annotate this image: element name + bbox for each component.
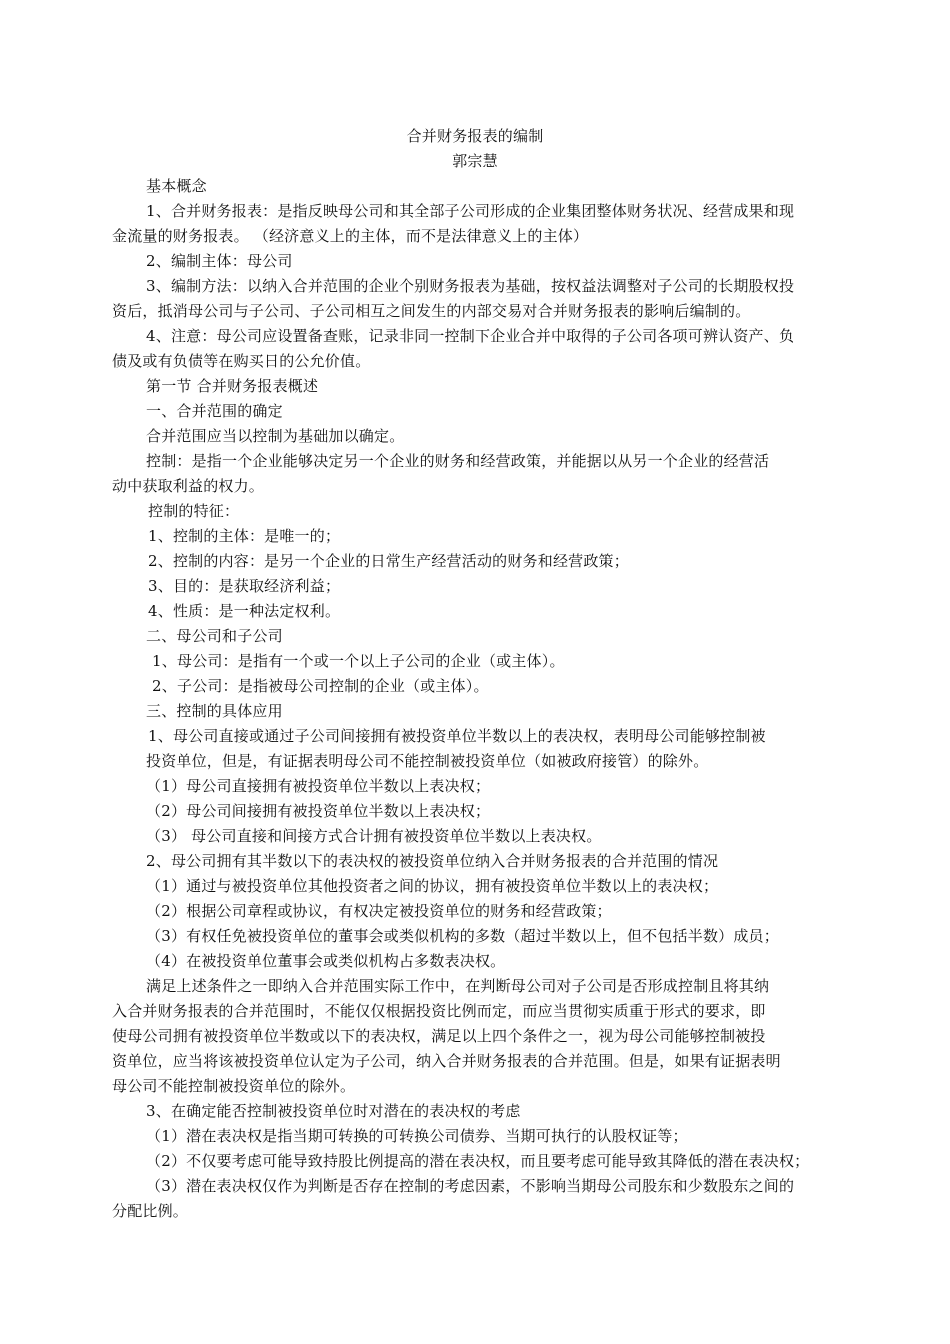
list-item: （2）根据公司章程或协议，有权决定被投资单位的财务和经营政策； bbox=[146, 902, 612, 920]
list-item: （3）有权任免被投资单位的董事会或类似机构的多数（超过半数以上，但不包括半数）成员； bbox=[146, 927, 779, 945]
list-item: （2）不仅要考虑可能导致持股比例提高的潜在表决权，而且要考虑可能导致其降低的潜在表决权； bbox=[146, 1152, 810, 1170]
paragraph-line: 3、编制方法：以纳入合并范围的企业个别财务报表为基础，按权益法调整对子公司的长期股权投 bbox=[146, 277, 795, 295]
list-item: （1）母公司直接拥有被投资单位半数以上表决权； bbox=[146, 777, 491, 795]
section-heading: 二、母公司和子公司 bbox=[146, 627, 283, 645]
section-heading: 基本概念 bbox=[146, 177, 207, 195]
paragraph-line: 使母公司拥有被投资单位半数或以下的表决权，满足以上四个条件之一，视为母公司能够控制被投 bbox=[112, 1027, 766, 1045]
list-item: （3） 母公司直接和间接方式合计拥有被投资单位半数以上表决权。 bbox=[146, 827, 602, 845]
paragraph-line: 控制：是指一个企业能够决定另一个企业的财务和经营政策，并能据以从另一个企业的经营活 bbox=[146, 452, 770, 470]
list-item: 1、母公司：是指有一个或一个以上子公司的企业（或主体）。 bbox=[152, 652, 565, 670]
paragraph-line: 债及或有负债等在购买日的公允价值。 bbox=[112, 352, 371, 370]
paragraph-line: 控制的特征： bbox=[148, 502, 240, 520]
paragraph-line: 投资单位，但是，有证据表明母公司不能控制被投资单位（如被政府接管）的除外。 bbox=[146, 752, 709, 770]
paragraph-line: 1、合并财务报表：是指反映母公司和其全部子公司形成的企业集团整体财务状况、经营成果和现 bbox=[146, 202, 795, 220]
paragraph-line: 2、编制主体：母公司 bbox=[146, 252, 293, 270]
paragraph-line: 2、母公司拥有其半数以下的表决权的被投资单位纳入合并财务报表的合并范围的情况 bbox=[146, 852, 719, 870]
list-item: 1、控制的主体：是唯一的； bbox=[148, 527, 341, 545]
paragraph-line: 满足上述条件之一即纳入合并范围实际工作中，在判断母公司对子公司是否形成控制且将其纳 bbox=[146, 977, 770, 995]
list-item: 2、子公司：是指被母公司控制的企业（或主体）。 bbox=[152, 677, 489, 695]
paragraph-line: 1、母公司直接或通过子公司间接拥有被投资单位半数以上的表决权，表明母公司能够控制被 bbox=[148, 727, 766, 745]
list-item: （3）潜在表决权仅作为判断是否存在控制的考虑因素，不影响当期母公司股东和少数股东之间的 bbox=[146, 1177, 795, 1195]
paragraph-line: 资单位，应当将该被投资单位认定为子公司，纳入合并财务报表的合并范围。但是，如果有证据表明 bbox=[112, 1052, 781, 1070]
list-item: （1）通过与被投资单位其他投资者之间的协议，拥有被投资单位半数以上的表决权； bbox=[146, 877, 719, 895]
paragraph-line: 4、注意：母公司应设置备查账，记录非同一控制下企业合并中取得的子公司各项可辨认资产、负 bbox=[146, 327, 795, 345]
list-item: （4）在被投资单位董事会或类似机构占多数表决权。 bbox=[146, 952, 506, 970]
document-title: 合并财务报表的编制 bbox=[406, 127, 544, 145]
list-item: （1）潜在表决权是指当期可转换的可转换公司债券、当期可执行的认股权证等； bbox=[146, 1127, 688, 1145]
paragraph-line: 3、在确定能否控制被投资单位时对潜在的表决权的考虑 bbox=[146, 1102, 521, 1120]
paragraph-line: 动中获取利益的权力。 bbox=[112, 477, 265, 495]
paragraph-line: 金流量的财务报表。 （经济意义上的主体，而不是法律意义上的主体） bbox=[112, 227, 589, 245]
list-item: 2、控制的内容：是另一个企业的日常生产经营活动的财务和经营政策； bbox=[148, 552, 629, 570]
list-item: （2）母公司间接拥有被投资单位半数以上表决权； bbox=[146, 802, 491, 820]
section-heading: 一、合并范围的确定 bbox=[146, 402, 283, 420]
paragraph-line: 入合并财务报表的合并范围时，不能仅仅根据投资比例而定，而应当贯彻实质重于形式的要求，即 bbox=[112, 1002, 766, 1020]
list-item: 3、目的：是获取经济利益； bbox=[148, 577, 341, 595]
paragraph-line: 资后，抵消母公司与子公司、子公司相互之间发生的内部交易对合并财务报表的影响后编制的。 bbox=[112, 302, 751, 320]
paragraph-line: 分配比例。 bbox=[112, 1202, 189, 1220]
document-author: 郭宗慧 bbox=[452, 152, 498, 170]
section-heading: 第一节 合并财务报表概述 bbox=[146, 377, 319, 395]
list-item: 4、性质：是一种法定权利。 bbox=[148, 602, 341, 620]
section-heading: 三、控制的具体应用 bbox=[146, 702, 283, 720]
paragraph-line: 母公司不能控制被投资单位的除外。 bbox=[112, 1077, 356, 1095]
paragraph-line: 合并范围应当以控制为基础加以确定。 bbox=[146, 427, 405, 445]
